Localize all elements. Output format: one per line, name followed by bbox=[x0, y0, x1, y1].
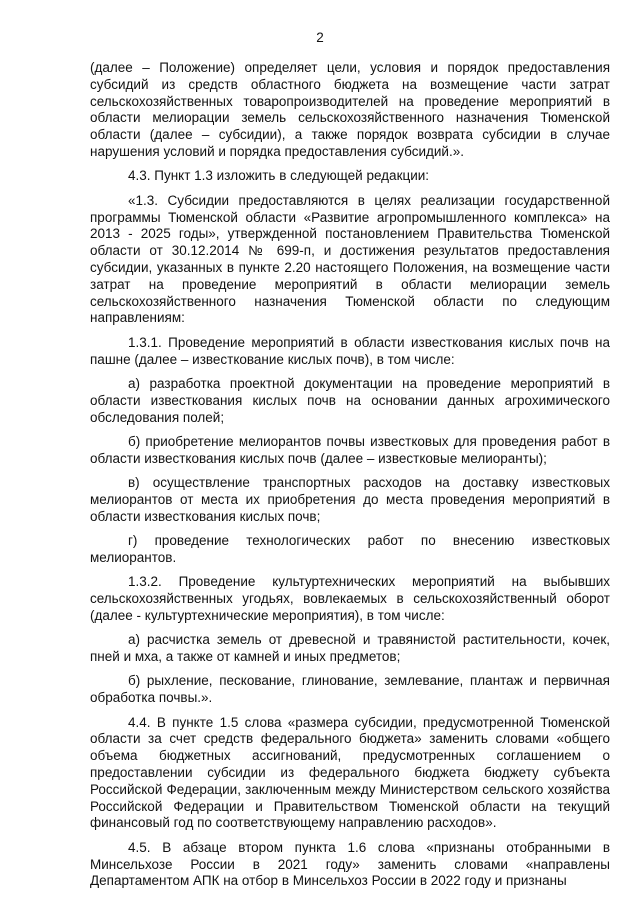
paragraph-1-3-2: 1.3.2. Проведение культуртехнических мероприятий на выбывших сельскохозяйственных угодьях, вовлекаемых в сельскохозяйственный оборот (далее - культуртехнические мероприятия), в том числе: bbox=[90, 574, 610, 623]
document-body bbox=[90, 60, 610, 898]
paragraph-4-4: 4.4. В пункте 1.5 слова «размера субсидии, предусмотренной Тюменской области за счет средств федерального бюджета» заменить словами «общего объема бюджетных ассигнований, предусмотренных соглашением о предоставлении субсидии из федерального бюджета бюджету субъекта Российской Федерации, заключенным между Министерством сельского хозяйства Российской Федерации и Правительством Тюменской области на текущий финансовый год по соответствующему направлению расходов». bbox=[90, 714, 610, 831]
paragraph-1-3-1: 1.3.1. Проведение мероприятий в области известкования кислых почв на пашне (далее – известкование кислых почв), в том числе: bbox=[90, 334, 610, 367]
paragraph-4-5: 4.5. В абзаце втором пункта 1.6 слова «признаны отобранными в Минсельхозе России в 2021 году» заменить словами «направлены Департаментом АПК на отбор в Минсельхоз России в 2022 году и признаны bbox=[90, 839, 610, 889]
paragraph-1-3-2-a: а) расчистка земель от древесной и травянистой растительности, кочек, пней и мха, а также от камней и иных предметов; bbox=[90, 632, 610, 665]
paragraph-1-3-1-g: г) проведение технологических работ по внесению известковых мелиорантов. bbox=[90, 533, 610, 565]
paragraph-1-3-1-a: а) разработка проектной документации на проведение мероприятий в области известкования кислых почв на основании данных агрохимического обследования полей; bbox=[90, 375, 610, 425]
paragraph-4-3: 4.3. Пункт 1.3 изложить в следующей редакции: bbox=[128, 168, 430, 184]
paragraph-positioning-continuation: (далее – Положение) определяет цели, условия и порядок предоставления субсидий из средств областного бюджета на возмещение части затрат сельскохозяйственных товаропроизводителей на проведение мероприятий в области мелиорации земель сельскохозяйственного назначения Тюменской области (далее – субсидии), а также порядок возврата субсидии в случае нарушения условий и порядка предоставления субсидий.». bbox=[90, 60, 610, 159]
paragraph-1-3-2-b: б) рыхление, пескование, глинование, землевание, плантаж и первичная обработка почвы.». bbox=[90, 673, 610, 706]
page-number: 2 bbox=[316, 30, 324, 45]
paragraph-1-3-1-b: б) приобретение мелиорантов почвы известковых для проведения работ в области известкования кислых почв (далее – известковые мелиоранты); bbox=[90, 433, 610, 466]
paragraph-1-3-1-v: в) осуществление транспортных расходов на доставку известковых мелиорантов от места их приобретения до места проведения мероприятий в области известкования кислых почв; bbox=[90, 475, 610, 524]
paragraph-1-3: «1.3. Субсидии предоставляются в целях реализации государственной программы Тюменской области «Развитие агропромышленного комплекса» на 2013 - 2025 годы», утвержденной постановлением Правительства Тюменской области от 30.12.2014 № 699-п, и достижения результатов предоставления субсидии, указанных в пункте 2.20 настоящего Положения, на возмещение части затрат на проведение мероприятий в области мелиорации земель сельскохозяйственного назначения Тюменской области по следующим направлениям: bbox=[90, 192, 610, 326]
